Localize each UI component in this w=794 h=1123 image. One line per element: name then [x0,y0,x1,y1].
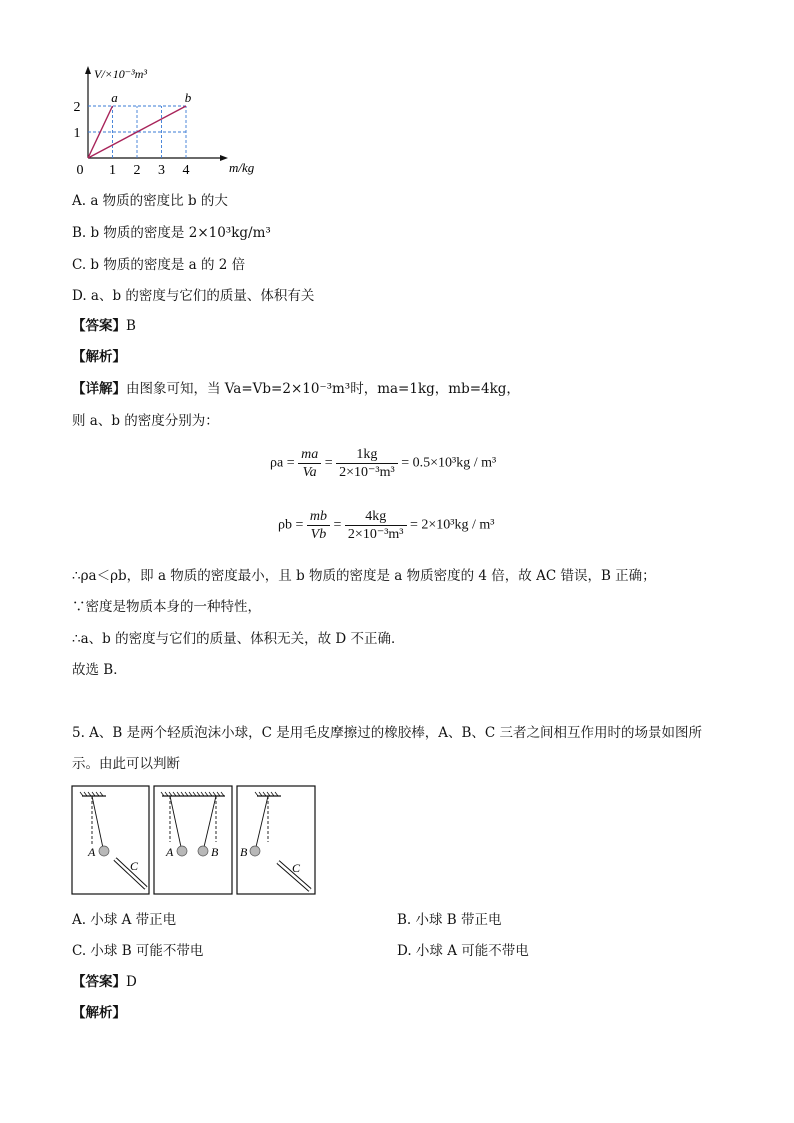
eq1-frac-numeric [336,446,398,481]
eq2-den: Vb [310,527,327,542]
eq1-den: Va [302,465,317,480]
label-b-panel-3: B [240,845,248,859]
eq2-num: mb [307,508,330,526]
answer-value: B [126,318,136,334]
label-a-panel-1: A [88,845,96,859]
label-a-panel-2: A [166,845,174,859]
equation-rho-a [270,446,496,481]
density-chart [70,62,270,182]
panel-2-frame [154,786,232,894]
q4-analysis-tag [72,348,126,366]
x-tick-label: 1 [109,163,116,178]
q4-conclusion-2: ∵密度是物质本身的一种特性， [72,599,261,615]
x-tick-label: 4 [182,163,190,178]
x-tick-label: 3 [158,163,165,178]
eq2-equals: = [333,517,342,533]
eq1-den2: 2×10⁻³m³ [339,465,395,480]
equation-rho-b [278,508,494,543]
eq2-num2: 4kg [345,508,407,526]
eq1-num2: 1kg [336,446,398,464]
q4-conclusion-3: ∴a、b 的密度与它们的质量、体积无关，故 D 不正确． [72,631,405,647]
label-c-panel-3: C [292,861,301,875]
q5-option-c: C. 小球 B 可能不带电 [72,943,204,959]
eq2-rhs: = 2×10³kg / m³ [410,517,495,533]
q4-option-d: D. a、b 的密度与它们的质量、体积有关 [72,288,315,304]
eq2-frac-symbolic [307,508,330,543]
q5-option-d: D. 小球 A 可能不带电 [397,943,529,959]
q5-answer-tag: 【答案】 [72,974,126,990]
eq2-den2: 2×10⁻³m³ [347,527,404,542]
x-tick-label: 2 [133,163,141,178]
ball-b-panel-3 [250,846,260,856]
q5-analysis-tag [72,1004,126,1022]
q4-answer-line [72,317,136,335]
x-axis-arrow [220,155,228,161]
eq2-lhs: ρb = [278,517,304,533]
y-axis-arrow [85,66,91,74]
panel-2-thread-a [170,796,181,847]
q5-figure [70,784,320,898]
y-axis-label: V/×10⁻³m³ [94,67,147,81]
eq2-frac-numeric [345,508,407,543]
detail-text: 由图象可知，当 Va=Vb=2×10⁻³m³时，ma=1kg，mb=4kg， [126,381,520,397]
panel-3-thread [256,796,268,847]
q4-then-line: 则 a、b 的密度分别为： [72,413,219,429]
q5-analysis-tag-text: 【解析】 [72,1005,126,1021]
series-label-b: b [184,90,192,105]
label-b-panel-2: B [211,845,219,859]
panel-3-frame [237,786,315,894]
answer-tag: 【答案】 [72,318,126,334]
q5-option-a: A. 小球 A 带正电 [72,912,177,928]
series-label-a: a [111,90,118,105]
q4-option-c: C. b 物质的密度是 a 的 2 倍 [72,257,246,273]
q5-stem-line-1: 5. A、B 是两个轻质泡沫小球，C 是用毛皮摩擦过的橡胶棒，A、B、C 三者之间相互作用时的场景如图所 [72,725,703,741]
q4-choose: 故选 B． [72,662,127,678]
q5-answer-value: D [126,974,137,990]
eq1-frac-symbolic [298,446,321,481]
panel-2-thread-b [204,796,216,847]
eq1-equals: = [324,455,333,471]
q4-option-a: A. a 物质的密度比 b 的大 [72,193,228,209]
panel-1-thread [92,796,103,848]
q4-detail-line [72,380,520,398]
q5-stem-line-2: 示。由此可以判断 [72,756,180,772]
ball-a-panel-2 [177,846,187,856]
x-tick-label: 0 [76,163,84,178]
detail-tag: 【详解】 [72,381,126,397]
q5-answer-line [72,973,137,991]
q5-option-b: B. 小球 B 带正电 [397,912,502,928]
q4-option-b: B. b 物质的密度是 2×10³kg/m³ [72,225,271,241]
y-tick-label: 1 [73,126,81,141]
eq1-rhs: = 0.5×10³kg / m³ [401,455,497,471]
ball-a-panel-1 [99,846,109,856]
label-c-panel-1: C [130,859,139,873]
eq1-lhs: ρa = [270,455,295,471]
y-tick-label: 2 [73,100,81,115]
x-axis-label: m/kg [229,160,255,175]
q4-conclusion-1: ∴ρa＜ρb，即 a 物质的密度最小，且 b 物质的密度是 a 物质密度的 4 倍，故 AC 错误，B 正确； [72,568,656,584]
ball-b-panel-2 [198,846,208,856]
eq1-num: ma [298,446,321,464]
analysis-tag: 【解析】 [72,349,126,365]
